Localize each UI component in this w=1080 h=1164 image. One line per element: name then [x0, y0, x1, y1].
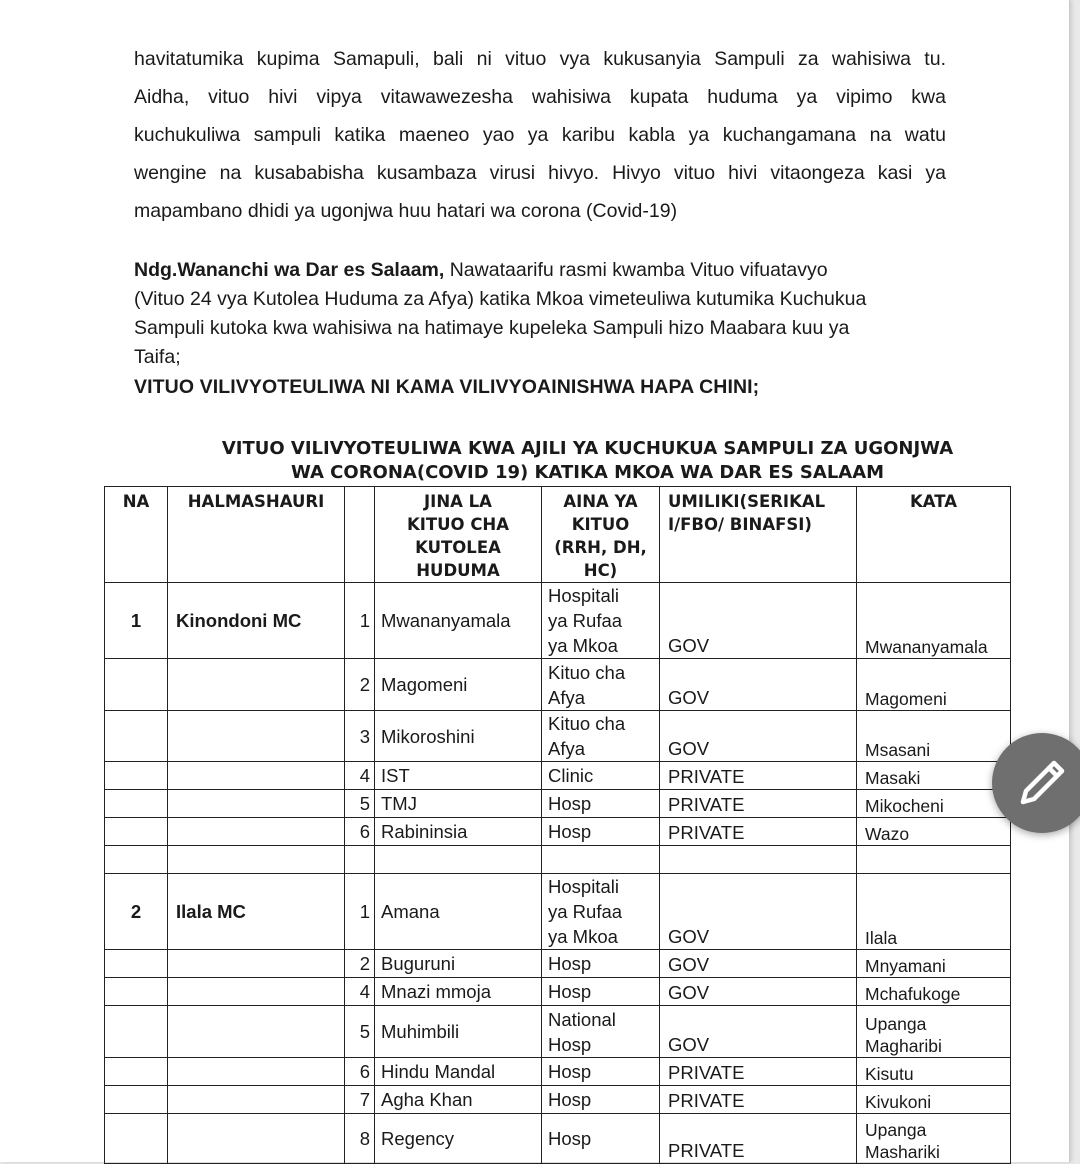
cell-line: Mnyamani: [865, 956, 946, 976]
table-row: [105, 711, 1011, 762]
cell-na: 2: [105, 874, 168, 950]
cell-number: 6: [345, 818, 375, 846]
cell-line: Kisutu: [865, 1064, 914, 1084]
cell-facility-type: [542, 1006, 660, 1058]
cell-number: 4: [345, 978, 375, 1006]
table-row: [105, 950, 1011, 978]
table-row: [105, 1006, 1011, 1058]
text-line: Sampuli kutoka kwa wahisiwa na hatimaye kupeleka Sampuli hizo Maabara kuu ya: [134, 317, 850, 339]
cell-facility-type: [542, 659, 660, 711]
cell-halmashauri: [168, 818, 345, 846]
cell-number: 1: [345, 583, 375, 659]
cell-halmashauri: [168, 978, 345, 1006]
cell-facility-type: [542, 583, 660, 659]
cell-facility-name: TMJ: [375, 790, 542, 818]
cell-ownership: PRIVATE: [660, 1058, 857, 1086]
empty-cell: [105, 846, 168, 874]
cell-ownership: PRIVATE: [660, 762, 857, 790]
text-line: (Vituo 24 vya Kutolea Huduma za Afya) katika Mkoa vimeteuliwa kutumika Kuchukua: [134, 288, 867, 310]
cell-line: ya Mkoa: [548, 635, 618, 656]
table-row: [105, 762, 1011, 790]
empty-cell: [345, 846, 375, 874]
header-line: KUTOLEA: [415, 538, 501, 557]
cell-na: [105, 1086, 168, 1114]
cell-facility-name: Hindu Mandal: [375, 1058, 542, 1086]
cell-facility-type: [542, 978, 660, 1006]
header-line: AINA YA: [563, 492, 638, 511]
text-line: wengine na kusababisha kusambaza virusi hivyo. Hivyo vituo hivi vitaongeza kasi ya: [134, 162, 946, 184]
cell-line: Afya: [548, 686, 586, 708]
cell-ownership: PRIVATE: [660, 1086, 857, 1114]
text-line: Aidha, vituo hivi vipya vitawawezesha wahisiwa kupata huduma ya vipimo kwa: [134, 86, 946, 108]
header-halmashauri: HALMASHAURI: [168, 487, 345, 583]
cell-number: 3: [345, 711, 375, 762]
cell-halmashauri: [168, 711, 345, 762]
cell-facility-type: [542, 950, 660, 978]
table-row: [105, 1086, 1011, 1114]
cell-facility-type: [542, 818, 660, 846]
text-line: mapambano dhidi ya ugonjwa huu hatari wa corona (Covid-19): [134, 200, 678, 222]
cell-facility-name: Agha Khan: [375, 1086, 542, 1114]
cell-line: Msasani: [865, 740, 931, 760]
cell-line: Hosp: [548, 793, 592, 814]
cell-facility-name: Rabininsia: [375, 818, 542, 846]
header-kata: KATA: [857, 487, 1011, 583]
cell-facility-type: [542, 711, 660, 762]
cell-facility-type: [542, 874, 660, 950]
cell-facility-name: Amana: [375, 874, 542, 950]
empty-cell: [168, 846, 345, 874]
cell-line: ya Mkoa: [548, 926, 618, 947]
cell-number: 5: [345, 790, 375, 818]
cell-halmashauri: [168, 1086, 345, 1114]
cell-facility-name: Magomeni: [375, 659, 542, 711]
cell-line: Magharibi: [865, 1036, 942, 1056]
cell-ward: [857, 950, 1011, 978]
cell-line: Mikocheni: [865, 796, 944, 816]
cell-ownership: GOV: [660, 659, 857, 711]
header-line: (RRH, DH,: [554, 538, 647, 557]
cell-number: 8: [345, 1114, 375, 1164]
cell-line: Clinic: [548, 765, 594, 786]
table-title: [150, 437, 1025, 485]
cell-facility-name: Regency: [375, 1114, 542, 1164]
cell-ownership: GOV: [660, 950, 857, 978]
text-line: Taifa;: [134, 346, 181, 368]
empty-cell: [542, 846, 660, 874]
cell-number: 7: [345, 1086, 375, 1114]
cell-ownership: GOV: [660, 978, 857, 1006]
cell-line: Wazo: [865, 824, 910, 844]
cell-na: [105, 950, 168, 978]
cell-line: Masaki: [865, 768, 921, 788]
cell-facility-type: [542, 1114, 660, 1164]
header-line: UMILIKI(SERIKAL: [668, 492, 826, 511]
cell-facility-name: Buguruni: [375, 950, 542, 978]
cell-line: ya Rufaa: [548, 610, 623, 631]
table-title-line: WA CORONA(COVID 19) KATIKA MKOA WA DAR ES SALAAM: [290, 462, 885, 483]
cell-halmashauri: [168, 1058, 345, 1086]
cell-line: Mchafukoge: [865, 984, 961, 1004]
table-body: [105, 583, 1011, 1164]
empty-cell: [857, 846, 1011, 874]
cell-number: 4: [345, 762, 375, 790]
cell-na: [105, 711, 168, 762]
cell-na: 1: [105, 583, 168, 659]
cell-ward: [857, 790, 1011, 818]
cell-na: [105, 1006, 168, 1058]
table-row: [105, 1058, 1011, 1086]
cell-facility-name: Mwananyamala: [375, 583, 542, 659]
cell-ward: [857, 1006, 1011, 1058]
cell-halmashauri: Ilala MC: [168, 874, 345, 950]
cell-ownership: PRIVATE: [660, 790, 857, 818]
cell-line: Kituo cha: [548, 661, 626, 683]
cell-facility-name: Mikoroshini: [375, 711, 542, 762]
cell-na: [105, 762, 168, 790]
cell-line: Hosp: [548, 1061, 592, 1082]
header-line: HC): [583, 561, 618, 580]
cell-line: Upanga: [865, 1120, 927, 1140]
text-line: havitatumika kupima Samapuli, bali ni vituo vya kukusanyia Sampuli za wahisiwa tu.: [134, 48, 946, 70]
cell-facility-type: [542, 1058, 660, 1086]
cell-line: Mwananyamala: [865, 637, 988, 657]
cell-facility-type: [542, 790, 660, 818]
cell-ownership: PRIVATE: [660, 1114, 857, 1164]
cell-na: [105, 978, 168, 1006]
bold-lead: Ndg.Wananchi wa Dar es Salaam,: [134, 259, 445, 281]
cell-line: Mashariki: [865, 1142, 940, 1162]
cell-halmashauri: [168, 1114, 345, 1164]
cell-facility-name: IST: [375, 762, 542, 790]
cell-ward: [857, 1114, 1011, 1164]
cell-halmashauri: [168, 790, 345, 818]
cell-line: Afya: [548, 738, 586, 759]
cell-ownership: GOV: [660, 1006, 857, 1058]
cell-number: 1: [345, 874, 375, 950]
cell-line: Ilala: [865, 928, 898, 948]
cell-ownership: GOV: [660, 874, 857, 950]
cell-number: 2: [345, 659, 375, 711]
cell-facility-type: [542, 762, 660, 790]
cell-na: [105, 659, 168, 711]
cell-ownership: PRIVATE: [660, 818, 857, 846]
header-number: [345, 487, 375, 583]
header-aina: [542, 487, 660, 583]
table-row: [105, 583, 1011, 659]
cell-facility-name: Mnazi mmoja: [375, 978, 542, 1006]
cell-line: Kivukoni: [865, 1092, 932, 1112]
table-row: [105, 978, 1011, 1006]
cell-facility-name: Muhimbili: [375, 1006, 542, 1058]
cell-number: 5: [345, 1006, 375, 1058]
text-line: kuchukuliwa sampuli katika maeneo yao ya karibu kabla ya kuchangamana na watu: [134, 124, 946, 146]
header-line: I/FBO/ BINAFSI): [668, 515, 812, 534]
cell-ward: [857, 583, 1011, 659]
paragraph-announcement: [134, 256, 946, 372]
table-row: [105, 1114, 1011, 1164]
cell-ward: [857, 1058, 1011, 1086]
empty-cell: [375, 846, 542, 874]
cell-ownership: GOV: [660, 583, 857, 659]
cell-ward: [857, 1086, 1011, 1114]
header-na: NA: [105, 487, 168, 583]
table-row-blank: [105, 846, 1011, 874]
cell-ward: [857, 711, 1011, 762]
pencil-icon: [1014, 755, 1070, 811]
cell-na: [105, 1058, 168, 1086]
cell-ward: [857, 874, 1011, 950]
table-row: [105, 790, 1011, 818]
table-header-row: [105, 487, 1011, 583]
cell-line: Hosp: [548, 1128, 592, 1149]
header-line: KITUO CHA: [406, 515, 510, 534]
header-umiliki: [660, 487, 857, 583]
header-line: HUDUMA: [416, 561, 500, 580]
cell-line: Hosp: [548, 821, 592, 842]
table-row: [105, 818, 1011, 846]
cell-halmashauri: [168, 1006, 345, 1058]
cell-line: Hosp: [548, 981, 592, 1002]
cell-ward: [857, 978, 1011, 1006]
cell-line: National: [548, 1008, 616, 1030]
facilities-table: [104, 486, 1011, 1164]
cell-line: Hosp: [548, 1033, 592, 1055]
table-row: [105, 874, 1011, 950]
cell-halmashauri: Kinondoni MC: [168, 583, 345, 659]
cell-line: ya Rufaa: [548, 901, 623, 922]
cell-line: Hospitali: [548, 876, 619, 897]
cell-ward: [857, 659, 1011, 711]
cell-na: [105, 790, 168, 818]
cell-number: 6: [345, 1058, 375, 1086]
cell-line: Hosp: [548, 1089, 592, 1110]
text-line: [134, 256, 946, 285]
text-fragment: Nawataarifu rasmi kwamba Vituo vifuatavyo: [444, 259, 828, 281]
header-line: KITUO: [571, 515, 630, 534]
cell-line: Hosp: [548, 953, 592, 974]
cell-line: Kituo cha: [548, 713, 626, 734]
empty-cell: [660, 846, 857, 874]
cell-facility-type: [542, 1086, 660, 1114]
cell-line: Magomeni: [865, 689, 947, 709]
table-title-line: VITUO VILIVYOTEULIWA KWA AJILI YA KUCHUKUA SAMPULI ZA UGONJWA: [221, 438, 954, 459]
cell-halmashauri: [168, 762, 345, 790]
header-jina: [375, 487, 542, 583]
cell-halmashauri: [168, 659, 345, 711]
cell-na: [105, 818, 168, 846]
paragraph-intro: [134, 40, 946, 230]
list-heading: VITUO VILIVYOTEULIWA NI KAMA VILIVYOAINISHWA HAPA CHINI;: [134, 376, 760, 398]
header-line: JINA LA: [424, 492, 492, 511]
table-row: [105, 659, 1011, 711]
cell-number: 2: [345, 950, 375, 978]
cell-na: [105, 1114, 168, 1164]
cell-ward: [857, 762, 1011, 790]
cell-ownership: GOV: [660, 711, 857, 762]
cell-halmashauri: [168, 950, 345, 978]
cell-line: Hospitali: [548, 585, 619, 606]
cell-line: Upanga: [865, 1014, 927, 1034]
cell-ward: [857, 818, 1011, 846]
